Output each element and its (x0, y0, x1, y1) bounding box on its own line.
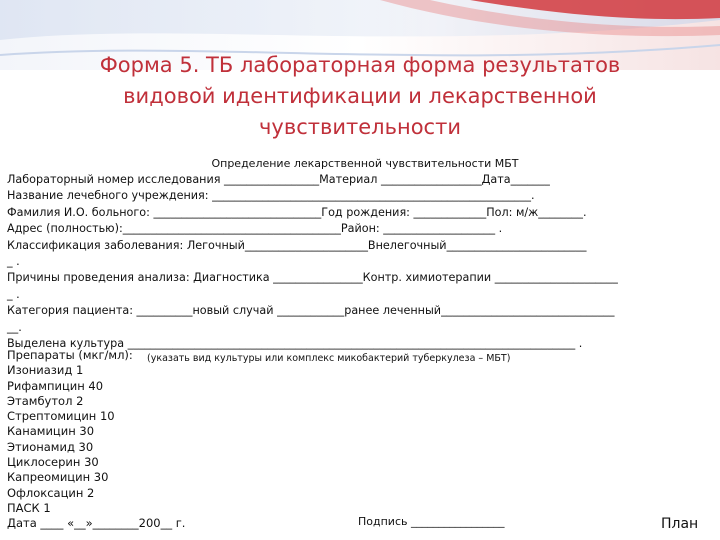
form-line: Категория пациента: __________новый случай ____________ранее леченный_______________________________ (7, 304, 615, 318)
form-line: Классификация заболевания: Легочный______________________Внелегочный_________________________ (7, 238, 587, 252)
date-line: Дата ____ «__»________200__ г. (7, 516, 186, 531)
form-line: _ . (7, 287, 20, 301)
drug-item: Капреомицин 30 (7, 470, 109, 485)
form-line: Причины проведения анализа: Диагностика ________________Контр. химиотерапии ______________________ (7, 271, 618, 285)
drug-item: Стрептомицин 10 (7, 409, 115, 424)
form-line: _ . (7, 254, 20, 268)
title-line-3: чувствительности (259, 115, 461, 139)
form-line: Фамилия И.О. больного: ______________________________Год рождения: _____________Пол: м/ж________. (7, 205, 587, 219)
title-line-2: видовой идентификации и лекарственной (123, 84, 597, 108)
signature-line: Подпись _________________ (358, 515, 505, 528)
form-subtitle: Определение лекарственной чувствительности МБТ (211, 157, 519, 170)
form-line: Адрес (полностью):_______________________________________Район: ____________________ . (7, 222, 503, 236)
form-line: Выделена культура ________________________________________________________________________________ . (7, 336, 583, 350)
plan-link[interactable]: План (661, 516, 699, 532)
drug-item: Этамбутол 2 (7, 393, 84, 408)
form-line: Лабораторный номер исследования _________________Материал __________________Дата_______ (7, 173, 550, 186)
title-line-1: Форма 5. ТБ лабораторная форма результатов (99, 53, 621, 77)
lab-form-fields (7, 172, 717, 366)
drug-item: Циклосерин 30 (7, 455, 99, 470)
drugs-header: Препараты (мкг/мл): (7, 348, 133, 362)
form-line: __. (7, 320, 22, 334)
drug-item: Этионамид 30 (7, 439, 94, 454)
drug-item: Офлоксацин 2 (7, 485, 95, 500)
slide-title (60, 50, 660, 143)
drug-list (7, 348, 185, 532)
culture-note: (указать вид культуры или комплекс микобактерий туберкулеза – МБТ) (147, 353, 511, 365)
form-line: Название лечебного учреждения: _________________________________________________________. (7, 189, 535, 203)
drug-item: Канамицин 30 (7, 424, 95, 439)
drug-item: ПАСК 1 (7, 500, 51, 515)
drug-item: Изониазид 1 (7, 363, 84, 378)
drug-item: Рифампицин 40 (7, 378, 104, 393)
